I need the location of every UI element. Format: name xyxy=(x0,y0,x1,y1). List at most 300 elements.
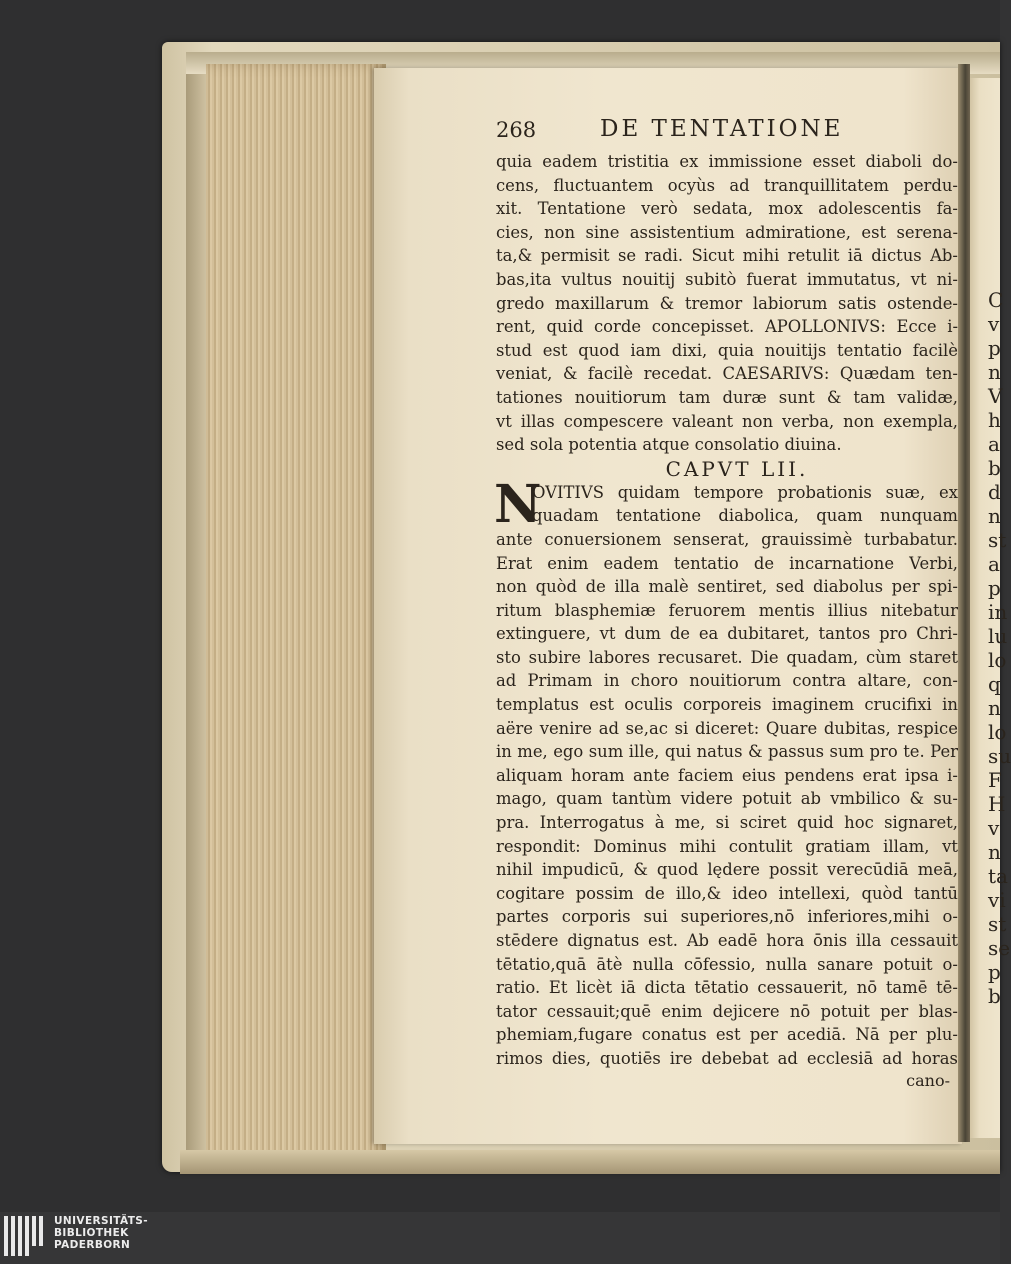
word: cogitare xyxy=(496,883,565,903)
word: ea xyxy=(698,624,719,644)
word: quid xyxy=(797,813,834,833)
word: dubitaret, xyxy=(727,624,810,644)
chapter-heading: CAPVT LII. xyxy=(665,456,809,481)
word: cessauerit, xyxy=(757,978,849,998)
word: ocyùs xyxy=(667,175,716,195)
word: mihi xyxy=(742,246,780,266)
word: recusaret. xyxy=(657,647,743,667)
word: enim xyxy=(547,553,589,573)
word: ante xyxy=(632,765,670,785)
word: Erat xyxy=(496,553,533,573)
word: Per xyxy=(930,742,958,762)
facing-page-fragment: a xyxy=(988,432,1000,456)
facing-page-fragment: p xyxy=(988,960,1001,984)
word: tentatio xyxy=(673,553,739,573)
text-line xyxy=(496,929,958,953)
word: tantùm xyxy=(611,789,672,809)
word: est xyxy=(589,695,614,715)
word: vmbilico xyxy=(830,789,901,809)
word: quod xyxy=(656,860,699,880)
word: intellexi, xyxy=(778,883,851,903)
word: Primam xyxy=(527,671,593,691)
word: possim xyxy=(575,883,634,903)
word: ratio. xyxy=(496,978,541,998)
word: venire xyxy=(539,718,592,738)
word: blasphemiæ xyxy=(554,600,656,620)
word: iā xyxy=(847,246,863,266)
word: ille, xyxy=(628,742,660,762)
catchword-line xyxy=(496,1071,958,1095)
word: tentatione xyxy=(615,506,702,526)
facing-page-fragment: h xyxy=(988,408,1001,432)
word: enim xyxy=(661,1001,703,1021)
word: rimos xyxy=(496,1048,543,1068)
word: ad xyxy=(496,671,517,691)
word: fa- xyxy=(936,199,958,219)
word: tempore xyxy=(693,482,764,502)
logo-line: UNIVERSITÄTS- xyxy=(54,1215,149,1227)
word: oculis xyxy=(624,695,673,715)
word: mihi xyxy=(679,836,717,856)
word: turbabatur. xyxy=(864,529,958,549)
word: te. xyxy=(903,742,925,762)
word: dignatus xyxy=(567,931,640,950)
word: illa xyxy=(614,577,640,597)
word: quadam xyxy=(532,506,599,526)
word: Ab- xyxy=(930,246,958,266)
word: Quædam xyxy=(839,364,916,384)
text-line xyxy=(496,599,958,623)
text-line xyxy=(496,646,958,670)
page-edges xyxy=(206,64,386,1164)
word: perdu- xyxy=(903,175,958,195)
word: horam xyxy=(571,765,625,785)
word: ni- xyxy=(936,269,958,289)
word: est. xyxy=(648,931,678,950)
word: subire xyxy=(528,647,581,667)
text-line xyxy=(496,244,958,268)
text-line xyxy=(496,740,958,764)
word: nulla xyxy=(765,954,808,974)
word: malè xyxy=(648,577,689,597)
word: debebat xyxy=(701,1048,769,1068)
text-line xyxy=(496,410,958,434)
word: tremor xyxy=(684,293,743,313)
word: nouitiorum xyxy=(574,387,667,407)
word: Chri- xyxy=(916,624,958,644)
facing-page-fragment: su xyxy=(988,744,1011,768)
word: si xyxy=(715,813,730,833)
facing-page-fragment: b xyxy=(988,456,1001,480)
body-text xyxy=(496,150,958,457)
word: immissione xyxy=(708,152,803,171)
word: tantos xyxy=(818,624,871,644)
word: quia xyxy=(717,340,754,360)
word: ego xyxy=(553,742,584,762)
page-text xyxy=(496,116,958,1095)
word: superiores,nō xyxy=(680,907,795,927)
word: per xyxy=(749,1025,778,1045)
word: cessauit xyxy=(890,931,958,950)
word: se xyxy=(618,246,637,266)
facing-page-fragment: a xyxy=(988,552,1000,576)
text-line xyxy=(496,362,958,386)
word: Tentatione xyxy=(537,199,626,219)
word: potuit xyxy=(883,954,933,974)
text-line xyxy=(496,528,958,552)
page-gutter xyxy=(958,64,970,1142)
word: labiorum xyxy=(752,293,828,313)
word: iā xyxy=(620,978,636,998)
word: cies, xyxy=(496,222,534,242)
word: do- xyxy=(932,152,958,171)
catchword: cano- xyxy=(906,1070,950,1090)
word: permisit xyxy=(540,246,610,266)
word: feruorem xyxy=(668,600,746,620)
word: ten- xyxy=(925,364,958,384)
word: ab xyxy=(800,789,821,809)
word: ideo xyxy=(732,883,768,903)
word: tētatio,quā xyxy=(496,954,587,974)
text-line xyxy=(496,386,958,410)
word: corde xyxy=(594,317,642,337)
word: aëre xyxy=(496,718,534,738)
word: stud xyxy=(496,340,533,360)
text-line xyxy=(496,197,958,221)
word: horas xyxy=(911,1048,958,1068)
word: diceret: xyxy=(694,718,760,738)
word: quod xyxy=(578,340,620,360)
chapter-block xyxy=(494,473,958,1071)
word: eadē xyxy=(717,931,758,950)
text-line xyxy=(496,315,958,339)
word: cùm xyxy=(865,647,902,667)
word: phemiam,fugare xyxy=(496,1025,633,1045)
text-line xyxy=(496,552,958,576)
word: dixi, xyxy=(671,340,708,360)
word: contra xyxy=(792,671,847,691)
word: adolescentis xyxy=(818,199,922,219)
word: tē- xyxy=(936,978,958,998)
facing-page-fragment: lu xyxy=(988,624,1008,648)
running-header xyxy=(496,116,958,150)
text-line xyxy=(496,717,958,741)
word: ex xyxy=(679,152,699,171)
text-line xyxy=(496,1047,958,1071)
word: sunt xyxy=(778,387,815,407)
word: fluctuantem xyxy=(553,175,654,195)
word: imaginem xyxy=(771,695,854,715)
word: tantū xyxy=(913,883,958,903)
word: suæ, xyxy=(885,482,926,502)
word: quia xyxy=(496,152,533,171)
word: cens, xyxy=(496,175,540,195)
text-line xyxy=(496,835,958,859)
word: blas- xyxy=(918,1001,958,1021)
word: quadam, xyxy=(786,647,859,667)
word: satis xyxy=(838,293,877,313)
word: verba, xyxy=(781,411,835,431)
word: dum xyxy=(624,624,661,644)
word: pro xyxy=(869,742,898,762)
word: fuerat xyxy=(746,269,797,289)
facing-page-fragment: n xyxy=(988,840,1001,864)
word: lędere xyxy=(707,860,760,880)
word: de xyxy=(669,624,691,644)
word: Dominus xyxy=(593,836,667,856)
word: diabolica, xyxy=(718,506,799,526)
word: nō xyxy=(789,1001,811,1021)
facing-page-fragment: ta xyxy=(988,864,1008,888)
word: eius xyxy=(741,765,776,785)
word: iam xyxy=(630,340,661,360)
word: tranquillitatem xyxy=(764,175,889,195)
facing-page-fragment: n xyxy=(988,504,1001,528)
word: spi- xyxy=(928,577,958,597)
word: quam xyxy=(556,789,603,809)
word: vt xyxy=(942,836,958,856)
word: quotiēs xyxy=(599,1048,661,1068)
word: bas,ita xyxy=(496,269,552,289)
word: Ecce xyxy=(896,317,937,337)
logo-line: PADERBORN xyxy=(54,1239,131,1251)
word: est xyxy=(715,1025,741,1045)
word: aliquam xyxy=(496,765,563,785)
word: staret xyxy=(909,647,958,667)
cover-bottom-edge xyxy=(180,1150,1000,1174)
facing-page-fragment: n xyxy=(988,696,1001,720)
word: per xyxy=(880,1001,909,1021)
word: stēdere xyxy=(496,931,559,950)
word: gredo xyxy=(496,293,545,313)
word: de xyxy=(585,577,606,597)
facing-page-fragment: in xyxy=(988,600,1008,624)
text-line xyxy=(496,504,958,528)
word: nulla xyxy=(632,954,674,974)
word: tam xyxy=(678,387,711,407)
word: per xyxy=(891,577,920,597)
text-line xyxy=(496,1000,958,1024)
facing-page-fragment: vi xyxy=(988,888,1006,912)
word: Ab xyxy=(686,931,710,950)
word: ritum xyxy=(496,600,542,620)
word: o- xyxy=(942,907,958,927)
facing-page-fragment: lo xyxy=(988,648,1007,672)
word: de xyxy=(753,553,775,573)
text-line xyxy=(496,858,958,882)
word: exempla, xyxy=(883,411,958,431)
chapter-text xyxy=(494,473,958,1071)
word: vt xyxy=(910,269,927,289)
word: conatus xyxy=(641,1025,707,1045)
word: quòd xyxy=(861,883,903,903)
word: extinguere, xyxy=(496,624,591,644)
word: ostende- xyxy=(887,293,958,313)
word: sed xyxy=(775,577,805,597)
word: videre xyxy=(680,789,733,809)
word: radi. xyxy=(644,246,684,266)
word: sum xyxy=(829,742,865,762)
facing-page-fragment: v xyxy=(988,816,1000,840)
word: ad xyxy=(882,1048,903,1068)
word: sto xyxy=(496,647,521,667)
word: o- xyxy=(942,954,958,974)
word: altare, xyxy=(857,671,912,691)
word: Nā xyxy=(855,1025,880,1045)
word: valeant xyxy=(672,411,734,431)
running-head-title: DE TENTATIONE xyxy=(600,116,844,142)
word: xit. xyxy=(496,199,523,219)
word: est xyxy=(861,222,887,242)
word: sedata, xyxy=(693,199,753,219)
facing-page-fragment: lo xyxy=(988,720,1007,744)
word: sciret xyxy=(739,813,787,833)
facing-page-fragment: b xyxy=(988,984,1001,1008)
word: Verbi, xyxy=(909,553,958,573)
word: crucifixi xyxy=(864,695,932,715)
word: ire xyxy=(669,1048,693,1068)
text-line xyxy=(496,811,958,835)
word: retulit xyxy=(787,246,840,266)
word: si xyxy=(674,718,689,738)
word: faciem xyxy=(678,765,734,785)
word: se,ac xyxy=(625,718,668,738)
word: validæ, xyxy=(897,387,958,407)
text-line xyxy=(496,150,958,174)
text-line xyxy=(496,339,958,363)
facing-page-fragment: F xyxy=(988,768,1002,792)
word: à xyxy=(654,813,665,833)
word: facilè xyxy=(912,340,958,360)
word: non xyxy=(742,411,774,431)
word: immutatus, xyxy=(806,269,901,289)
word: ad xyxy=(729,175,750,195)
word: ante xyxy=(496,529,533,549)
word: in xyxy=(496,742,512,762)
word: vultus xyxy=(561,269,613,289)
word: facilè xyxy=(587,364,634,384)
word: dubitas, xyxy=(823,718,891,738)
word: esset xyxy=(812,152,856,171)
word: inferiores,mihi xyxy=(807,907,930,927)
word: qui xyxy=(664,742,692,762)
word: passus xyxy=(768,742,825,762)
word: tētatio xyxy=(694,978,749,998)
facing-page-fragment: v xyxy=(988,312,1000,336)
facing-page-fragment: n xyxy=(988,360,1001,384)
text-line xyxy=(496,905,958,929)
text-line: sed sola potentia atque consolatio diuina. xyxy=(496,435,842,455)
word: respondit: xyxy=(496,836,581,856)
text-line xyxy=(496,622,958,646)
word: ātè xyxy=(596,954,623,974)
word: ad xyxy=(598,718,619,738)
word: cessauit;quē xyxy=(546,1001,652,1021)
word: sum xyxy=(588,742,624,762)
word: respice xyxy=(897,718,958,738)
page-number: 268 xyxy=(496,118,537,142)
word: assistentium xyxy=(629,222,735,242)
word: non xyxy=(843,411,875,431)
word: vt xyxy=(599,624,616,644)
word: nihil xyxy=(496,860,533,880)
word: Die xyxy=(750,647,779,667)
word: dies, xyxy=(551,1048,591,1068)
word: Interrogatus xyxy=(539,813,645,833)
word: eadem xyxy=(542,152,598,171)
word: potuit xyxy=(820,1001,870,1021)
word: ecclesiā xyxy=(806,1048,874,1068)
word: tristitia xyxy=(607,152,670,171)
library-logo-icon xyxy=(4,1216,44,1256)
word: nitebatur xyxy=(880,600,958,620)
word: tator xyxy=(496,1001,537,1021)
text-line xyxy=(496,292,958,316)
word: & xyxy=(633,860,648,880)
word: verò xyxy=(641,199,678,219)
word: maxillarum xyxy=(555,293,650,313)
text-line xyxy=(496,976,958,1000)
word: & xyxy=(826,387,842,407)
word: serena- xyxy=(896,222,958,242)
word: quidam xyxy=(617,482,680,502)
word: nouitij xyxy=(622,269,676,289)
word: impudicū, xyxy=(541,860,625,880)
word: illa xyxy=(855,931,882,950)
word: non xyxy=(496,577,527,597)
word: & xyxy=(562,364,578,384)
word: probationis xyxy=(777,482,872,502)
word: conuersionem xyxy=(544,529,662,549)
word: in xyxy=(942,695,958,715)
word: diaboli xyxy=(865,152,922,171)
word: pendens xyxy=(784,765,855,785)
word: natus xyxy=(696,742,743,762)
word: ta,& xyxy=(496,246,533,266)
facing-page-fragment: st xyxy=(988,528,1007,552)
word: & xyxy=(659,293,675,313)
word: mox xyxy=(768,199,803,219)
word: dejicere xyxy=(712,1001,780,1021)
word: de xyxy=(644,883,665,903)
word: templatus xyxy=(496,695,579,715)
facing-page-fragment: V xyxy=(988,384,1003,408)
word: concepisset. xyxy=(651,317,755,337)
text-line xyxy=(496,481,958,505)
word: pro xyxy=(879,624,908,644)
word: dictus xyxy=(871,246,922,266)
text-line xyxy=(496,953,958,977)
word: Et xyxy=(548,978,568,998)
word: sui xyxy=(643,907,668,927)
word: sanare xyxy=(817,954,874,974)
word: corporeis xyxy=(683,695,762,715)
word: hora xyxy=(766,931,805,950)
text-line xyxy=(496,787,958,811)
text-line xyxy=(496,268,958,292)
word: possit xyxy=(768,860,818,880)
word: con- xyxy=(922,671,958,691)
word: corporis xyxy=(561,907,631,927)
word: & xyxy=(747,742,763,762)
facing-page-fragment: se xyxy=(988,936,1011,960)
word: gratiam xyxy=(805,836,871,856)
word: licèt xyxy=(576,978,613,998)
word: nouitiorum xyxy=(689,671,782,691)
word: senserat, xyxy=(673,529,750,549)
word: nō xyxy=(856,978,878,998)
facing-page xyxy=(966,78,1011,1138)
